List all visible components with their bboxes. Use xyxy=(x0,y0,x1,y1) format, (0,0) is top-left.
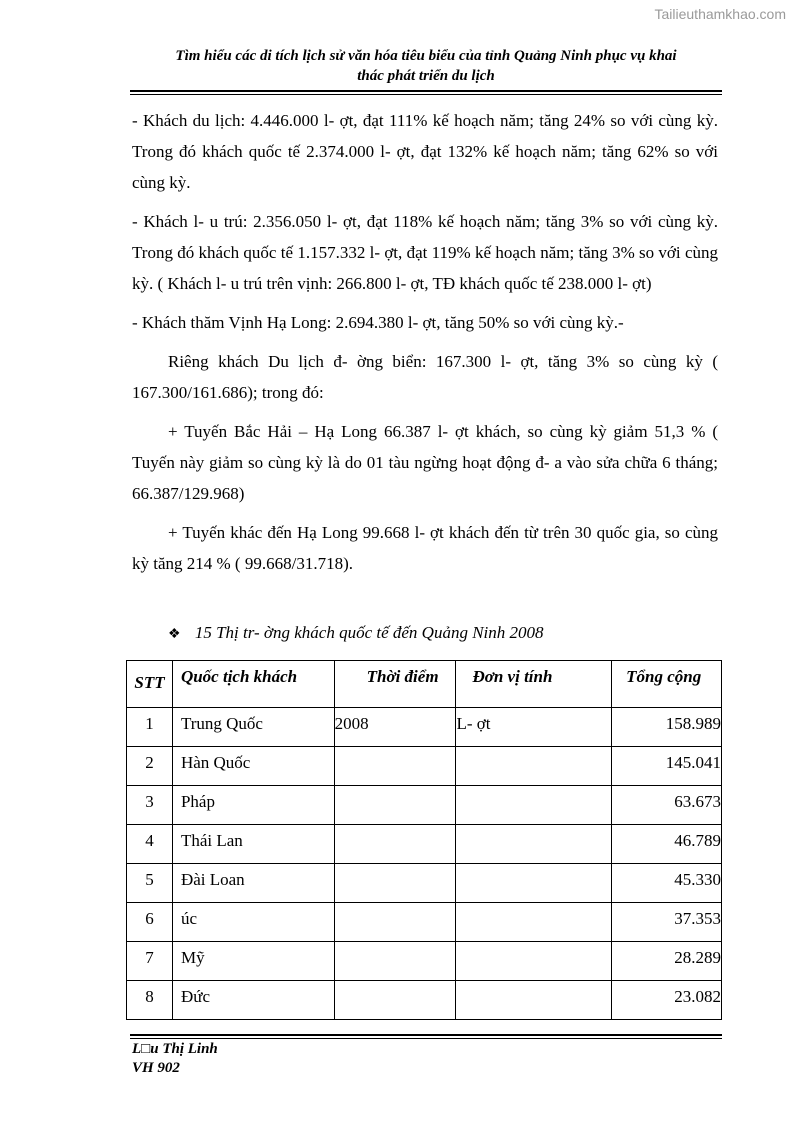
cell-total: 63.673 xyxy=(612,786,722,825)
cell-unit: L- ợt xyxy=(456,708,612,747)
cell-stt: 3 xyxy=(127,786,173,825)
cell-unit xyxy=(456,981,612,1020)
cell-country: Trung Quốc xyxy=(172,708,334,747)
cell-total: 28.289 xyxy=(612,942,722,981)
author-name: L□u Thị Linh xyxy=(132,1041,218,1057)
cell-total: 37.353 xyxy=(612,903,722,942)
paragraph-tourists: - Khách du lịch: 4.446.000 l- ợt, đạt 111% kế hoạch năm; tăng 24% so với cùng kỳ. Trong đó khách quốc tế 2.374.000 l- ợt, đạt 132% kế hoạch năm; tăng 62% so với cùng kỳ. xyxy=(132,111,718,192)
header-time: Thời điểm xyxy=(334,661,456,708)
watermark: Tailieuthamkhao.com xyxy=(654,6,786,22)
header-line-1: Tìm hiểu các di tích lịch sử văn hóa tiêu biểu của tỉnh Quảng Ninh phục vụ khai xyxy=(175,48,677,64)
cell-unit xyxy=(456,942,612,981)
cell-unit xyxy=(456,786,612,825)
cell-country: Đức xyxy=(172,981,334,1020)
header-stt: STT xyxy=(127,661,173,708)
cell-country: Pháp xyxy=(172,786,334,825)
cell-time xyxy=(334,825,456,864)
paragraph-sea-route: Riêng khách Du lịch đ- ờng biển: 167.300 l- ợt, tăng 3% so cùng kỳ ( 167.300/161.686); trong đó: xyxy=(132,352,718,402)
cell-total: 46.789 xyxy=(612,825,722,864)
cell-unit xyxy=(456,864,612,903)
footer-rule xyxy=(130,1034,722,1036)
caption-text: 15 Thị tr- ờng khách quốc tế đến Quảng Ninh 2008 xyxy=(194,623,544,642)
table-row xyxy=(127,903,722,942)
table-caption xyxy=(168,617,544,650)
cell-country: úc xyxy=(172,903,334,942)
cell-time xyxy=(334,786,456,825)
cell-country: Thái Lan xyxy=(172,825,334,864)
cell-country: Mỹ xyxy=(172,942,334,981)
cell-stt: 2 xyxy=(127,747,173,786)
cell-time: 2008 xyxy=(334,708,456,747)
cell-unit xyxy=(456,747,612,786)
footer-rule-thin xyxy=(130,1038,722,1039)
header-unit: Đơn vị tính xyxy=(456,661,612,708)
header-nationality: Quốc tịch khách xyxy=(172,661,334,708)
table-row xyxy=(127,708,722,747)
cell-total: 158.989 xyxy=(612,708,722,747)
cell-time xyxy=(334,981,456,1020)
cell-total: 23.082 xyxy=(612,981,722,1020)
cell-unit xyxy=(456,903,612,942)
cell-stt: 8 xyxy=(127,981,173,1020)
paragraph-route-bac-hai: + Tuyến Bắc Hải – Hạ Long 66.387 l- ợt khách, so cùng kỳ giảm 51,3 % ( Tuyến này giảm so cùng kỳ là do 01 tàu ngừng hoạt động đ- a vào sửa chữa 6 tháng; 66.387/129.968) xyxy=(132,422,718,503)
table-row xyxy=(127,747,722,786)
paragraph-ha-long-bay: - Khách thăm Vịnh Hạ Long: 2.694.380 l- ợt, tăng 50% so với cùng kỳ.- xyxy=(132,313,624,332)
page-footer xyxy=(132,1040,218,1078)
table-row xyxy=(127,864,722,903)
cell-time xyxy=(334,903,456,942)
cell-stt: 7 xyxy=(127,942,173,981)
cell-country: Đài Loan xyxy=(172,864,334,903)
cell-stt: 1 xyxy=(127,708,173,747)
table-header-row xyxy=(127,661,722,708)
cell-time xyxy=(334,942,456,981)
cell-stt: 5 xyxy=(127,864,173,903)
header-line-2: thác phát triển du lịch xyxy=(357,68,495,84)
body-text xyxy=(132,105,718,587)
table-row xyxy=(127,981,722,1020)
paragraph-overnight: - Khách l- u trú: 2.356.050 l- ợt, đạt 118% kế hoạch năm; tăng 3% so với cùng kỳ. Trong đó khách quốc tế 1.157.332 l- ợt, đạt 119% kế hoạch năm; tăng 3% so với cùng kỳ. ( Khách l- u trú trên vịnh: 266.800 l- ợt, TĐ khách quốc tế 238.000 l- ợt) xyxy=(132,212,718,293)
visitor-table xyxy=(126,660,722,1020)
header-rule xyxy=(130,90,722,92)
header-rule-thin xyxy=(130,94,722,95)
paragraph-route-other: + Tuyến khác đến Hạ Long 99.668 l- ợt khách đến từ trên 30 quốc gia, so cùng kỳ tăng 214 % ( 99.668/31.718). xyxy=(132,523,718,573)
cell-country: Hàn Quốc xyxy=(172,747,334,786)
cell-stt: 4 xyxy=(127,825,173,864)
cell-total: 45.330 xyxy=(612,864,722,903)
cell-time xyxy=(334,864,456,903)
cell-unit xyxy=(456,825,612,864)
table-row xyxy=(127,825,722,864)
header-total: Tổng cộng xyxy=(612,661,722,708)
page-header xyxy=(130,46,722,86)
table-row xyxy=(127,942,722,981)
cell-time xyxy=(334,747,456,786)
table-row xyxy=(127,786,722,825)
cell-stt: 6 xyxy=(127,903,173,942)
cell-total: 145.041 xyxy=(612,747,722,786)
author-class: VH 902 xyxy=(132,1060,180,1076)
diamond-bullet-icon: ❖ xyxy=(168,627,181,642)
